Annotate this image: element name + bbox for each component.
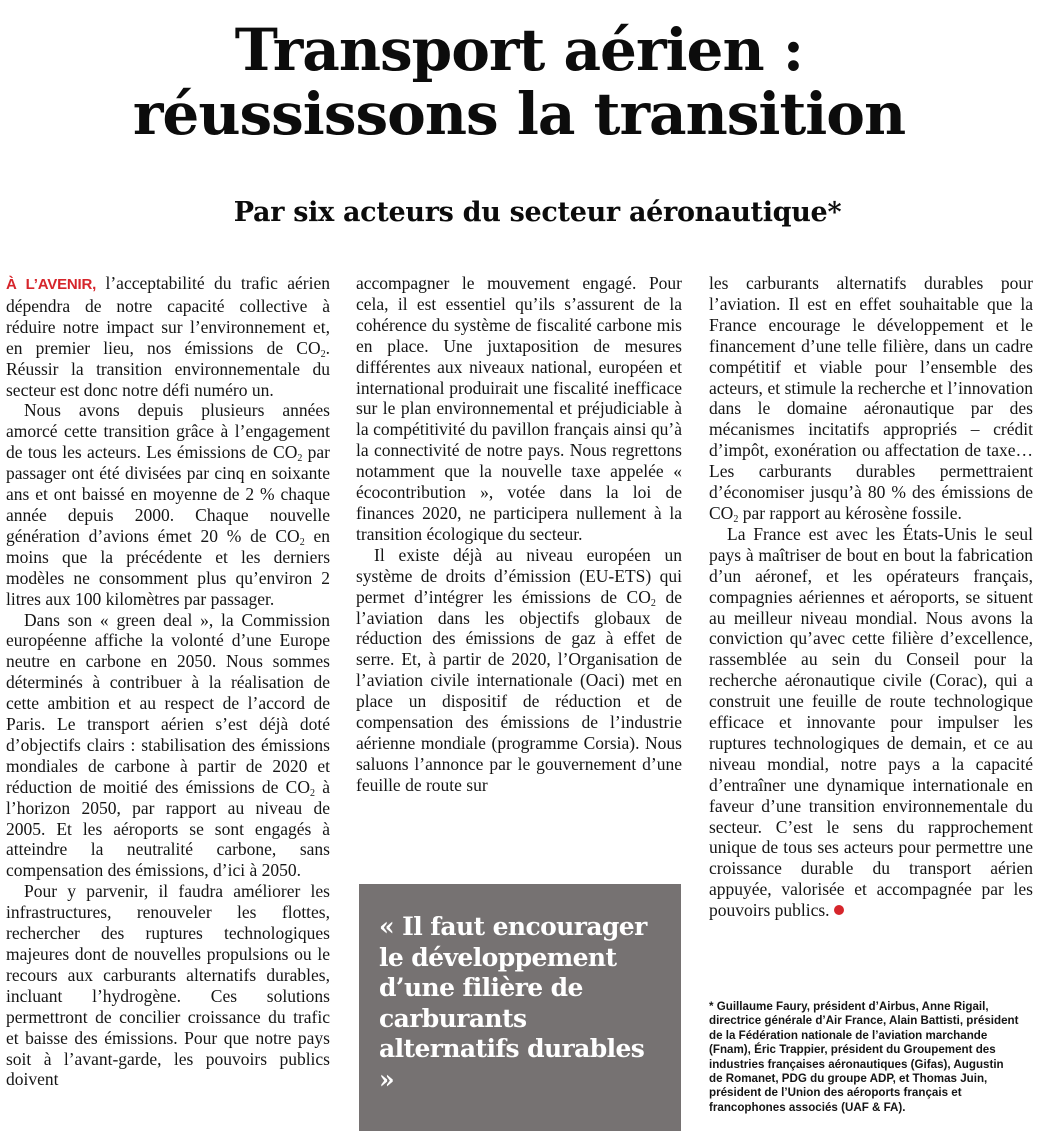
paragraph-6-text-a: Il existe déjà au niveau européen un système de droits d’émission (EU-ETS) qui permet d’intégrer les émissions de CO	[356, 544, 682, 607]
author-credits: * Guillaume Faury, président d’Airbus, Anne Rigail, directrice générale d’Air France, Alain Battisti, président de la Fédération nationale de l’aviation marchande (Fnam), Éric Trappier, président du Groupement des industries françaises aéronautiques (Gifas), Augustin de Romanet, PDG du groupe ADP, et Thomas Juin, président de l’Union des aéroports français et francophones associés (UAF & FA).	[709, 1000, 1019, 1114]
paragraph-1-text-b: . Réussir la transition environnementale du secteur est donc notre défi numéro un.	[6, 337, 330, 400]
paragraph-4: Pour y parvenir, il faudra améliorer les infrastructures, renouveler les flottes, rechercher des ruptures technologiques majeures dont de nouvelles propulsions ou le recours aux carburants alternatifs durables, incluant l’hydrogène. Ces solutions permettront de concilier croissance du trafic et baisse des émissions. Pour que notre pays soit à l’avant-garde, les pouvoirs publics doivent	[6, 881, 330, 1090]
paragraph-3	[6, 610, 330, 882]
paragraph-2-text-a: Nous avons depuis plusieurs années amorcé cette transition grâce à l’engagement de tous les acteurs. Les émissions de CO	[6, 400, 330, 463]
co2-subscript: 2	[320, 348, 326, 360]
headline-line-1: Transport aérien :	[234, 16, 804, 84]
co2-subscript: 2	[650, 597, 656, 609]
lead-in: À L’AVENIR,	[6, 276, 97, 293]
paragraph-8-text: La France est avec les États-Unis le seul pays à maîtriser de bout en bout la fabrication d’un aéronef, et les opérateurs français, compagnies aériennes et aéroports, se situent au meilleur niveau mondial. Nous avons la conviction qu’avec cette filière d’excellence, rassemblée au sein du Conseil pour la recherche aéronautique civile (Corac), qui a construit une feuille de route technologique efficace et innovante pour impulser les ruptures technologiques de demain, et ce au niveau mondial, notre pays a la capacité d’entraîner une dynamique internationale en faveur d’une transition environnementale du secteur. C’est le sens du rapprochement unique de tous ses acteurs pour permettre une croissance durable du transport aérien appuyée, valorisée et accompagnée par les pouvoirs publics.	[709, 523, 1033, 921]
co2-subscript: 2	[733, 513, 739, 525]
paragraph-6	[356, 545, 682, 796]
paragraph-8	[709, 524, 1033, 921]
pull-quote-text: « Il faut encourager le développement d’une filière de carburants alternatifs durables »	[379, 912, 647, 1094]
headline	[0, 18, 1038, 146]
paragraph-7-text-a: les carburants alternatifs durables pour l’aviation. Il est en effet souhaitable que la France encourage le développement et le financement d’une telle filière, dans un cadre compétitif et viable pour l’ensemble des acteurs, et stimule la recherche et l’innovation dans le domaine aéronautique par des mécanismes incitatifs appropriés – crédit d’impôt, exonération ou affectation de taxe… Les carburants durables permettraient d’économiser jusqu’à 80 % des émissions de CO	[709, 273, 1033, 523]
paragraph-1-text-a: l’acceptabilité du trafic aérien dépendra de notre capacité collective à réduire notre impact sur l’environnement et, en premier lieu, nos émissions de CO	[6, 273, 330, 358]
article-column-2	[356, 273, 682, 796]
pull-quote-box	[359, 884, 681, 1131]
paragraph-2	[6, 400, 330, 609]
paragraph-7	[709, 273, 1033, 524]
paragraph-5: accompagner le mouvement engagé. Pour cela, il est essentiel qu’ils s’assurent de la cohérence du système de fiscalité carbone mis en place. Une juxtaposition de mesures différentes aux niveaux national, européen et international produirait une fiscalité inefficace sur le plan environnemental et préjudiciable à la compétitivité du pavillon français ainsi qu’à la connectivité de notre pays. Nous regrettons notamment que la nouvelle taxe appelée « écocontribution », votée dans la loi de finances 2020, ne participera nullement à la transition écologique du secteur.	[356, 273, 682, 544]
co2-subscript: 2	[309, 787, 315, 799]
article-column-3	[709, 273, 1033, 921]
paragraph-2-text-b: par passager ont été divisées par cinq en soixante ans et ont baissé en moyenne de 2 % chaque année depuis 2000. Chaque nouvelle génération d’avions émet 20 % de CO	[6, 442, 330, 546]
byline-deck: Par six acteurs du secteur aéronautique*	[233, 197, 842, 228]
end-of-article-dot-icon	[834, 905, 844, 915]
paragraph-3-text-a: Dans son « green deal », la Commission européenne affiche la volonté d’une Europe neutre en carbone en 2050. Nous sommes déterminés à contribuer à la réalisation de cette ambition et au respect de l’accord de Paris. Le transport aérien s’est déjà doté d’objectifs clairs : stabilisation des émissions mondiales de carbone à partir de 2020 et réduction de moitié des émissions de CO	[6, 609, 330, 797]
paragraph-1	[6, 273, 330, 400]
article-column-1	[6, 273, 330, 1090]
co2-subscript: 2	[299, 536, 305, 548]
co2-subscript: 2	[297, 453, 303, 465]
paragraph-7-text-b: par rapport au kérosène fossile.	[738, 502, 962, 523]
paragraph-2-text-c: en moins que la précédente et les derniers modèles ne consomment plus qu’environ 2 litres aux 100 kilomètres par passager.	[6, 525, 330, 609]
paragraph-6-text-b: de l’aviation dans les objectifs globaux de réduction des émissions de gaz à effet de serre. Et, à partir de 2020, l’Organisation de l’aviation civile internationale (Oaci) met en place un dispositif de réduction et de compensation des émissions de l’industrie aérienne mondiale (programme Corsia). Nous saluons l’annonce par le gouvernement d’une feuille de route sur	[356, 586, 682, 795]
paragraph-3-text-b: à l’horizon 2050, par rapport au niveau de 2005. Et les aéroports se sont engagés à atteindre la neutralité carbone, sans compensation des émissions, d’ici à 2050.	[6, 776, 330, 881]
headline-line-2: réussissons la transition	[132, 80, 906, 148]
